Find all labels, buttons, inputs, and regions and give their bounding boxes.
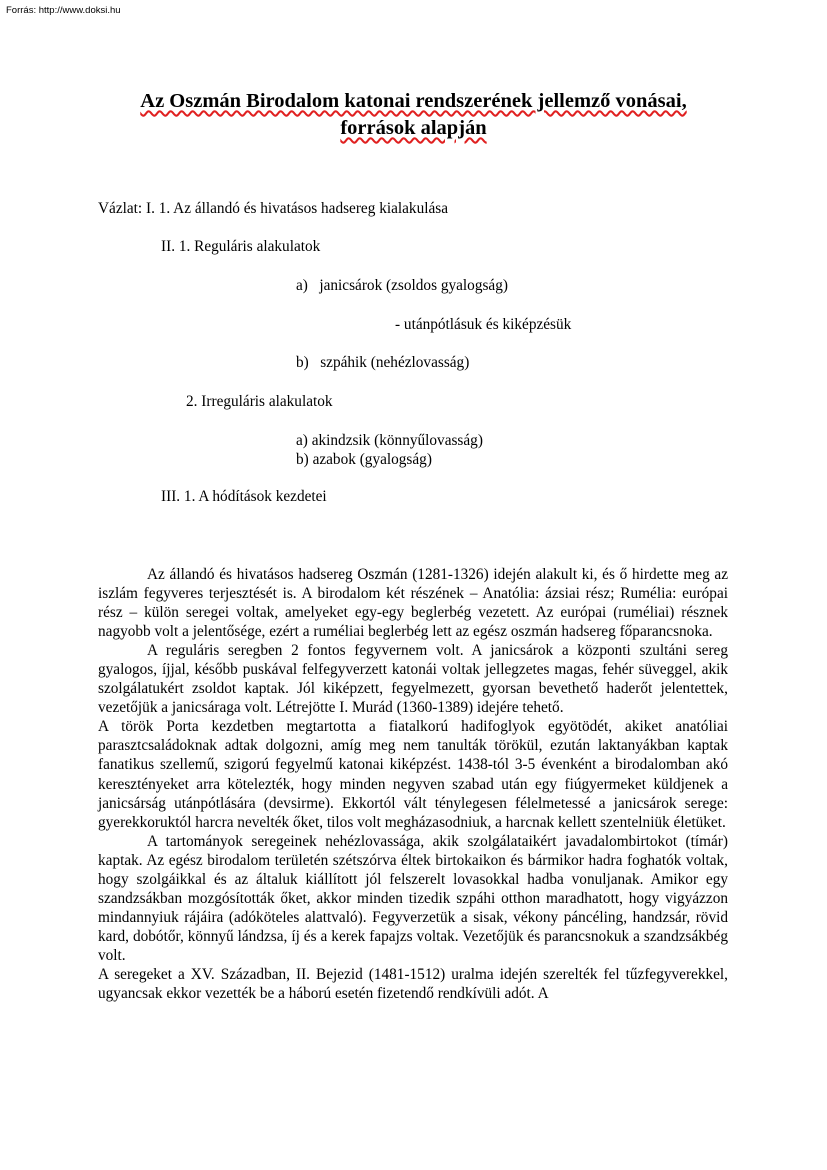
outline-line: - utánpótlásuk és kiképzésük <box>395 316 572 333</box>
outline-line: Vázlat: I. 1. Az állandó és hivatásos hadsereg kialakulása <box>98 200 449 217</box>
outline-line: b) szpáhik (nehézlovasság) <box>296 354 470 371</box>
outline-line: a) akindzsik (könnyűlovasság) <box>296 432 483 449</box>
source-note: Forrás: http://www.doksi.hu <box>6 5 121 16</box>
document-title <box>60 88 767 142</box>
body-text <box>98 565 728 1003</box>
outline-line: 2. Irreguláris alakulatok <box>186 393 333 410</box>
outline-line: II. 1. Reguláris alakulatok <box>161 238 321 255</box>
title-line-1: Az Oszmán Birodalom katonai rendszerének jellemző vonásai, <box>140 90 687 112</box>
title-line-2: források alapján <box>340 117 487 139</box>
paragraph: A reguláris seregben 2 fontos fegyvernem volt. A janicsárok a központi szultáni sereg gyalogos, íjjal, később puskával felfegyverzett katonái voltak jellegzetes magas, fehér süveggel, akik szolgálatukért zsoldot kaptak. Jól kiképzett, fegyelmezett, gyorsan bevethető haderőt jelentettek, vezetőjük a janicsáraga volt. Létrejötte I. Murád (1360-1389) idejére tehető. <box>98 642 728 717</box>
paragraph: A seregeket a XV. Században, II. Bejezid (1481-1512) uralma idején szerelték fel tűzfegyverekkel, ugyancsak ekkor vezették be a háború esetén fizetendő rendkívüli adót. A <box>98 965 728 1003</box>
outline-line: III. 1. A hódítások kezdetei <box>161 488 327 505</box>
outline-line: b) azabok (gyalogság) <box>296 451 432 468</box>
paragraph: Az állandó és hivatásos hadsereg Oszmán (1281-1326) idején alakult ki, és ő hirdette meg az iszlám fegyveres terjesztését is. A birodalom két részének – Anatólia: ázsiai rész; Ruméliа: európai rész – külön seregei voltak, amelyeket egy-egy beglerbég vezetett. Az európai (ruméliai) résznek nagyobb volt a jelentősége, ezért a ruméliai beglerbég lett az egész oszmán hadsereg főparancsnoka. <box>98 566 728 641</box>
outline-line: a) janicsárok (zsoldos gyalogság) <box>296 277 508 294</box>
paragraph: A tartományok seregeinek nehézlovassága, akik szolgálataikért javadalombirtokot (tímár) kaptak. Az egész birodalom területén szétszórva éltek birtokaikon és bármikor hadra foghatók voltak, hogy szolgáikkal és az általuk kiállított jól felszerelt lovasokkal hadba vonuljanak. Amikor egy szandzsákban mozgósították őket, akkor minden tizedik szpáhi otthon maradhatott, hogy vigyázzon mindannyiuk rájáira (adóköteles alattvaló). Fegyverzetük a sisak, vékony páncéling, handzsár, rövid kard, dobótőr, könnyű lándzsa, íj és a kerek fapajzs voltak. Vezetőjük és parancsnokuk a szandzsákbég volt. <box>98 832 728 964</box>
paragraph: A török Porta kezdetben megtartotta a fiatalkorú hadifoglyok egyötödét, akiket anatóliai parasztcsaládoknak adtak dolgozni, amíg meg nem tanulták törökül, ezután laktanyákban kaptak fanatikus szellemű, szigorú fegyelmű katonai kiképzést. 1438-tól 3-5 évenként a birodalomban akó keresztényeket arra kötelezték, hogy minden negyven szabad után egy fiúgyermeket küldjenek a janicsárság utánpótlására (devsirme). Ekkortól vált ténylegesen félelmetessé a janicsárok serege: gyerekkoruktól harcra nevelték őket, tilos volt megházasodniuk, a harcnak kellett szentelniük életüket. <box>98 718 728 831</box>
